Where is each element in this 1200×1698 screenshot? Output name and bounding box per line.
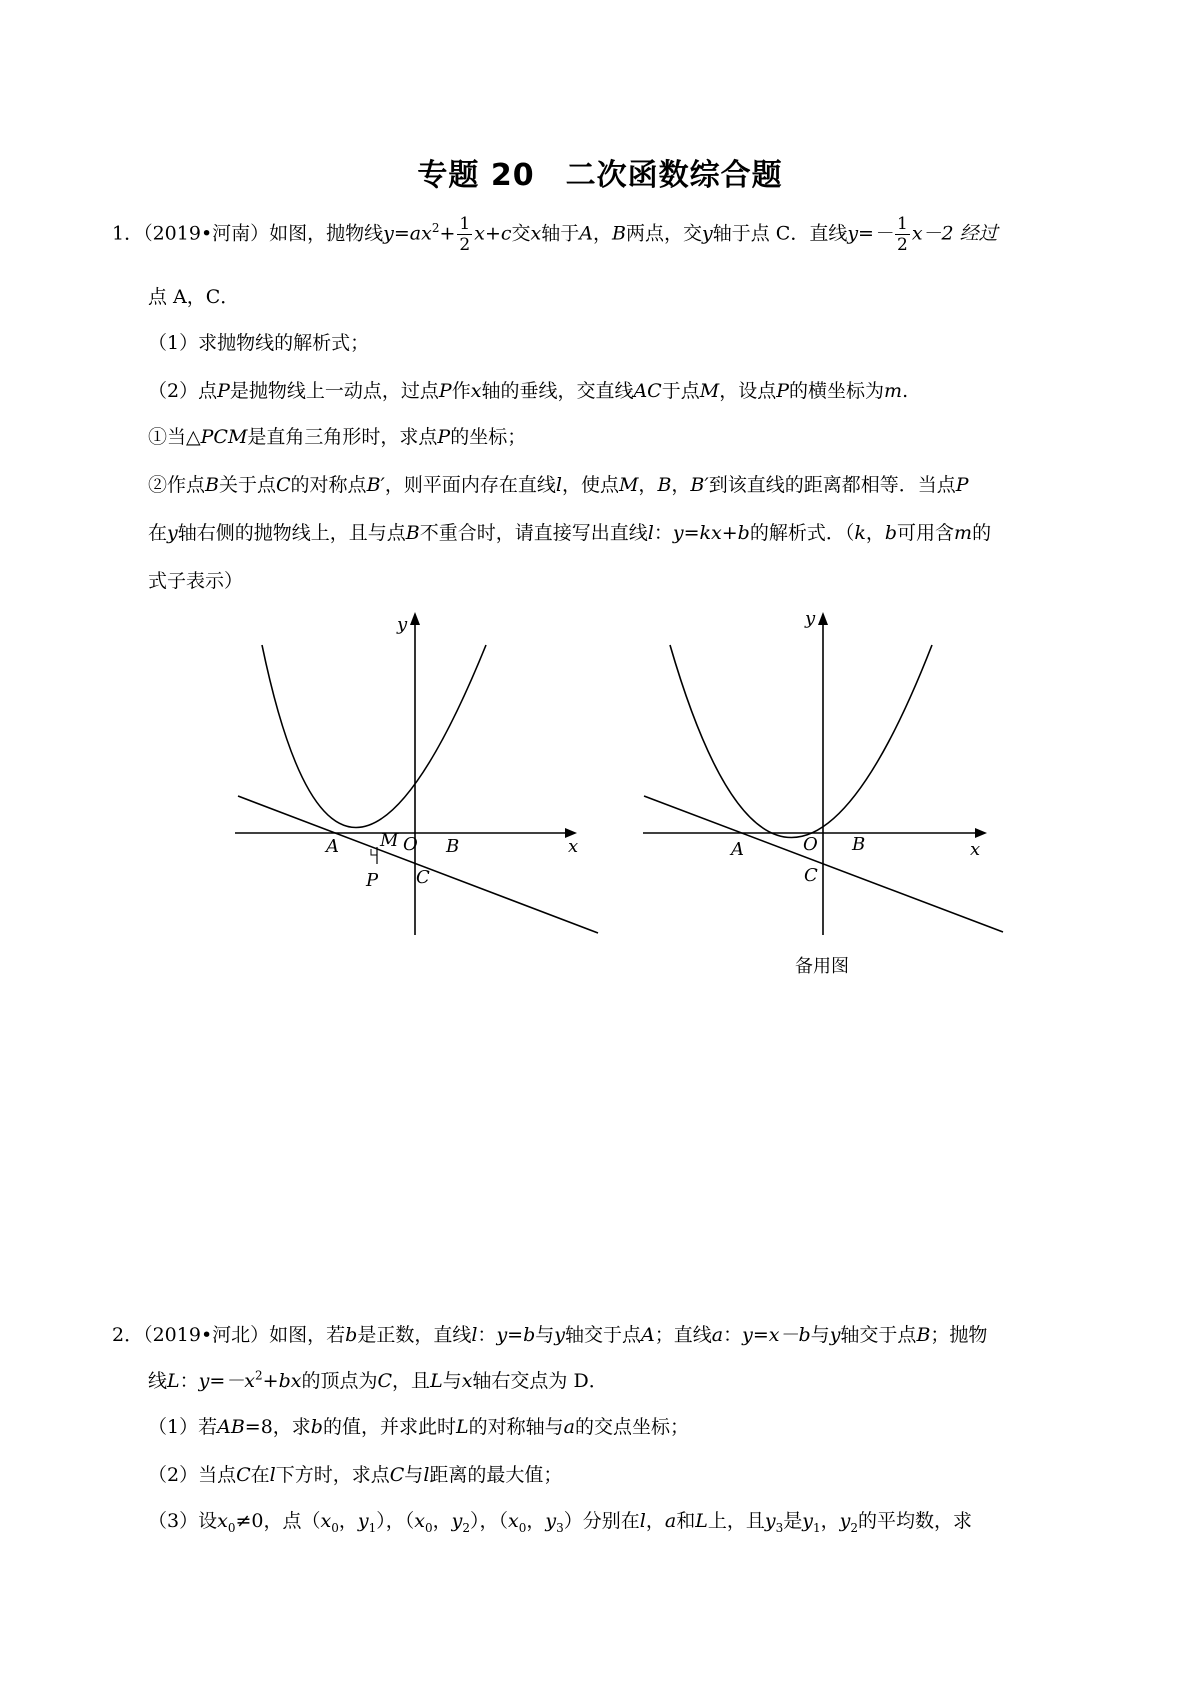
parabola-2 bbox=[670, 645, 932, 838]
q1-part-1: （1）求抛物线的解析式； bbox=[148, 332, 370, 354]
q1-sub-2-end: 式子表示） bbox=[148, 570, 244, 592]
label-b: B bbox=[446, 836, 460, 857]
page-title: 专题 20 二次函数综合题 bbox=[417, 158, 783, 193]
q1-line-2: 点 A，C． bbox=[148, 286, 240, 308]
label-o: O bbox=[403, 834, 418, 855]
q2-part-1: （1）若AB=8，求b的值，并求此时L的对称轴与a的交点坐标； bbox=[148, 1416, 689, 1438]
label-y: y bbox=[397, 614, 408, 635]
fraction-half-2: $\frac{1}{2}$ bbox=[896, 214, 908, 255]
q1-sub-2: ②作点B关于点C的对称点B′，则平面内存在直线l，使点M，B，B′到该直线的距离都相等．当点P bbox=[148, 474, 969, 496]
y-axis-arrow-2 bbox=[818, 612, 828, 625]
q1-line-1: 1．（2019•河南）如图，抛物线$y=ax^2+$ $\frac{1}{2}$ x+c交x轴于A，B两点，交y轴于点 C．直线y=－ $\frac{1}{2}$ x－2 经过 bbox=[112, 214, 998, 255]
label-x: x bbox=[568, 836, 579, 857]
label-y-2: y bbox=[805, 608, 816, 629]
q2-part-3: （3）设$x_0\ne 0$，点（$x_0$，$y_1$），（$x_0$，$y_2$），（$x_0$，$y_3$）分别在l，a和L上，且$y_3$是$y_1$，$y_2$的平均数，求 bbox=[148, 1510, 973, 1535]
label-c-2: C bbox=[804, 865, 818, 886]
q1-sub-1: ①当△PCM是直角三角形时，求点P的坐标； bbox=[148, 426, 527, 448]
label-m: M bbox=[380, 830, 399, 851]
label-o-2: O bbox=[803, 834, 818, 855]
label-b-2: B bbox=[852, 834, 866, 855]
figure-caption: 备用图 bbox=[795, 956, 849, 977]
q2-line-1: 2．（2019•河北）如图，若b是正数，直线l：y=b与y轴交于点A；直线a：y=x－b与y轴交于点B；抛物 bbox=[112, 1324, 988, 1346]
label-p: P bbox=[366, 870, 379, 891]
q1-sub-2-cont: 在y轴右侧的抛物线上，且与点B不重合时，请直接写出直线l：y=kx+b的解析式．（k，b可用含m的 bbox=[148, 522, 992, 544]
label-c: C bbox=[416, 867, 430, 888]
label-a-2: A bbox=[731, 839, 744, 860]
q2-part-2: （2）当点C在l下方时，求点C与l距离的最大值； bbox=[148, 1464, 563, 1486]
q1-part-2: （2）点P是抛物线上一动点，过点P作x轴的垂线，交直线AC于点M，设点P的横坐标为m. bbox=[148, 380, 909, 402]
label-x-2: x bbox=[970, 839, 981, 860]
x-axis-arrow-2 bbox=[975, 828, 987, 838]
label-a: A bbox=[326, 836, 339, 857]
q2-line-2: 线L：$y=-x^2+bx$的顶点为C，且L与x轴右交点为 D． bbox=[148, 1368, 608, 1392]
fraction-half: $\frac{1}{2}$ bbox=[459, 214, 471, 255]
